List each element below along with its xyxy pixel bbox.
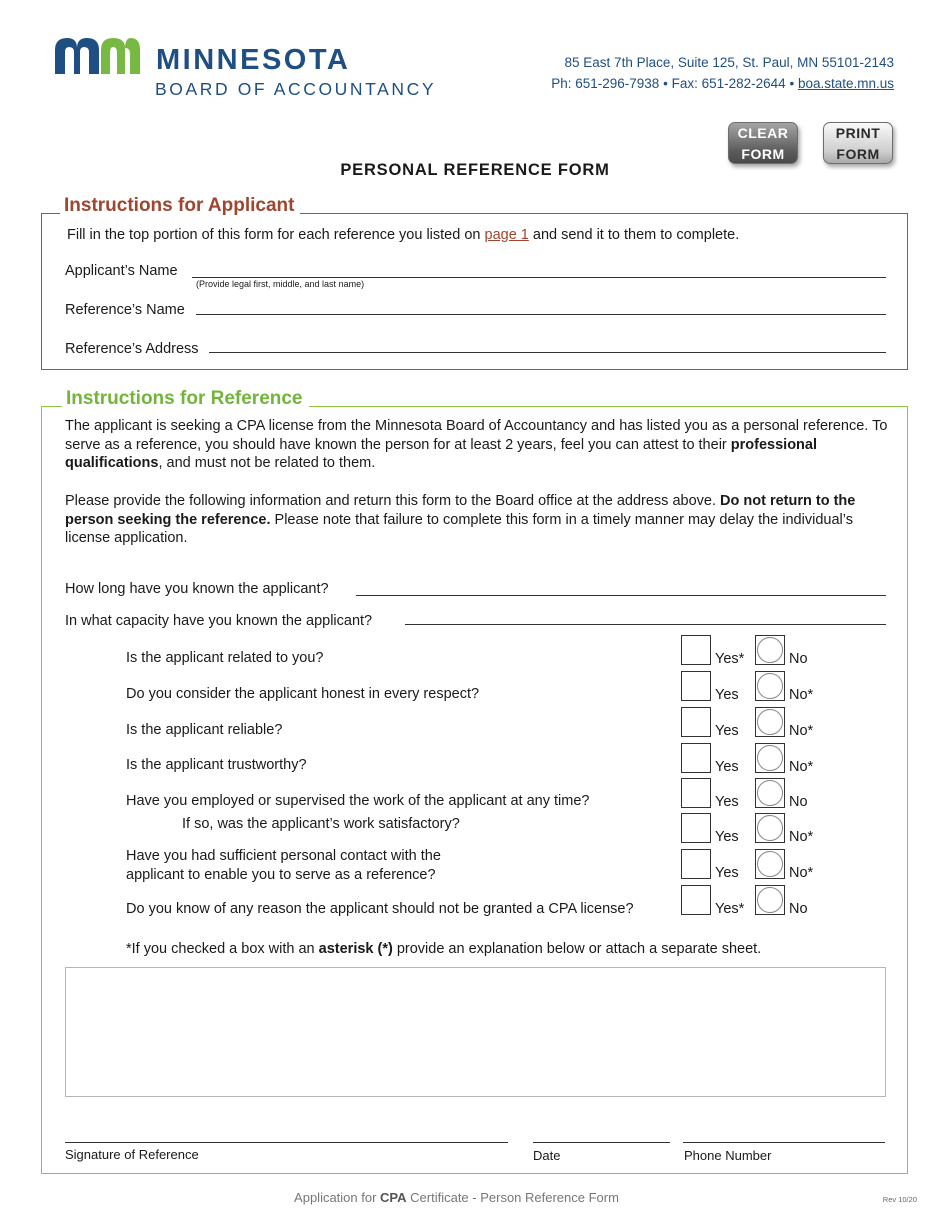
separator: • [663,76,668,91]
footer-bold: CPA [380,1190,407,1205]
q4-no-label: No* [789,759,814,775]
question-employed: Have you employed or supervised the work of the applicant at any time? [126,793,590,809]
q4-no-radio[interactable] [755,743,785,773]
q8-yes-label: Yes* [715,901,745,917]
reference-name-field[interactable] [196,314,886,315]
q6-no-label: No* [789,829,814,845]
radio-ring-icon [757,637,783,663]
clear-form-button[interactable] [728,122,798,164]
q8-yes-checkbox[interactable] [681,885,711,915]
minnesota-logo-icon [55,38,140,74]
asterisk-note-bold: asterisk (*) [318,941,393,957]
q7-no-radio[interactable] [755,849,785,879]
para1-text-end: , and must not be related to them. [158,455,376,471]
question-license-reason: Do you know of any reason the applicant should not be granted a CPA license? [126,901,634,917]
applicant-name-hint: (Provide legal first, middle, and last name) [196,279,365,289]
explanation-textarea[interactable] [65,967,886,1097]
applicant-name-field[interactable] [192,277,886,278]
q6-no-radio[interactable] [755,813,785,843]
phone-number-label: Phone Number [684,1148,772,1163]
q8-no-label: No [789,901,808,917]
q5-no-radio[interactable] [755,778,785,808]
reference-address-label: Reference’s Address [65,341,199,357]
page-footer [0,1190,913,1205]
q3-yes-checkbox[interactable] [681,707,711,737]
q7-no-label: No* [789,865,814,881]
applicant-name-label: Applicant’s Name [65,263,178,279]
q1-no-label: No [789,651,808,667]
asterisk-note-text-end: provide an explanation below or attach a separate sheet. [392,941,762,957]
signature-field[interactable] [65,1142,508,1143]
para2-bold: Do not return to the person seeking the reference. [65,493,856,528]
q1-yes-label: Yes* [715,651,745,667]
asterisk-note-text: *If you checked a box with an [126,941,319,957]
question-honest: Do you consider the applicant honest in every respect? [126,686,480,702]
q3-no-label: No* [789,723,814,739]
instruction-text: Fill in the top portion of this form for each reference you listed on [67,227,485,243]
question-contact-line2: applicant to enable you to serve as a reference? [126,867,436,883]
clear-button-line1: CLEAR [737,125,789,141]
revision-label: Rev 10/20 [882,1195,917,1204]
q2-yes-label: Yes [715,687,739,703]
radio-ring-icon [757,815,783,841]
radio-ring-icon [757,887,783,913]
q4-yes-checkbox[interactable] [681,743,711,773]
question-reliable: Is the applicant reliable? [126,722,283,738]
q1-yes-checkbox[interactable] [681,635,711,665]
footer-text: Application for [294,1190,381,1205]
address-line: 85 East 7th Place, Suite 125, St. Paul, MN 55101-2143 [564,55,894,70]
q1-no-radio[interactable] [755,635,785,665]
applicant-section-legend: Instructions for Applicant [60,194,300,218]
reference-paragraph-1 [65,417,890,473]
page-title: PERSONAL REFERENCE FORM [340,161,610,179]
para2-text-end: Please note that failure to complete this form in a timely manner may delay the individual’s license application. [65,511,853,546]
asterisk-note [126,940,761,959]
q5-yes-label: Yes [715,794,739,810]
instruction-text-end: and send it to them to complete. [528,227,740,243]
question-satisfactory: If so, was the applicant’s work satisfactory? [182,816,460,832]
org-name: MINNESOTA [156,44,351,76]
date-label: Date [533,1148,561,1163]
signature-label: Signature of Reference [65,1147,199,1162]
capacity-label: In what capacity have you known the applicant? [65,613,373,629]
how-long-label: How long have you known the applicant? [65,581,329,597]
reference-name-label: Reference’s Name [65,302,185,318]
q2-no-radio[interactable] [755,671,785,701]
radio-ring-icon [757,851,783,877]
q2-yes-checkbox[interactable] [681,671,711,701]
q7-yes-label: Yes [715,865,739,881]
date-field[interactable] [533,1142,670,1143]
radio-ring-icon [757,673,783,699]
footer-text-end: Certificate - Person Reference Form [406,1190,619,1205]
question-contact-line1: Have you had sufficient personal contact with the [126,848,441,864]
para1-text: The applicant is seeking a CPA license from the Minnesota Board of Accountancy and has listed you as a personal reference. To serve as a reference, you should have known the person for at least 2 years, feel you can attest to their [65,418,888,453]
q7-yes-checkbox[interactable] [681,849,711,879]
question-related: Is the applicant related to you? [126,650,324,666]
para2-text: Please provide the following information and return this form to the Board office at the address above. [65,493,721,509]
q3-yes-label: Yes [715,723,739,739]
q8-no-radio[interactable] [755,885,785,915]
capacity-field[interactable] [405,624,886,625]
question-contact [126,847,441,885]
phone-text: Ph: 651-296-7938 [551,76,660,91]
applicant-instructions [67,226,739,245]
question-trustworthy: Is the applicant trustworthy? [126,757,307,773]
reference-section-legend: Instructions for Reference [62,387,309,411]
reference-paragraph-2 [65,492,890,548]
how-long-field[interactable] [356,595,886,596]
print-form-button[interactable] [823,122,893,164]
radio-ring-icon [757,709,783,735]
para1-bold: professional qualifications [65,436,817,471]
q3-no-radio[interactable] [755,707,785,737]
fax-text: Fax: 651-282-2644 [671,76,786,91]
contact-address [551,52,894,94]
org-subtitle: BOARD OF ACCOUNTANCY [155,79,437,99]
radio-ring-icon [757,745,783,771]
q2-no-label: No* [789,687,814,703]
contact-line [551,73,894,94]
reference-address-field[interactable] [209,352,886,353]
print-button-line1: PRINT [835,125,881,141]
clear-button-line2: FORM [741,146,785,162]
phone-number-field[interactable] [683,1142,885,1143]
q6-yes-label: Yes [715,829,739,845]
q5-no-label: No [789,794,808,810]
page-1-link[interactable]: page 1 [484,227,529,243]
q5-yes-checkbox[interactable] [681,778,711,808]
radio-ring-icon [757,780,783,806]
print-button-line2: FORM [836,146,880,162]
q4-yes-label: Yes [715,759,739,775]
separator: • [789,76,795,91]
q6-yes-checkbox[interactable] [681,813,711,843]
website-link[interactable]: boa.state.mn.us [797,76,894,91]
